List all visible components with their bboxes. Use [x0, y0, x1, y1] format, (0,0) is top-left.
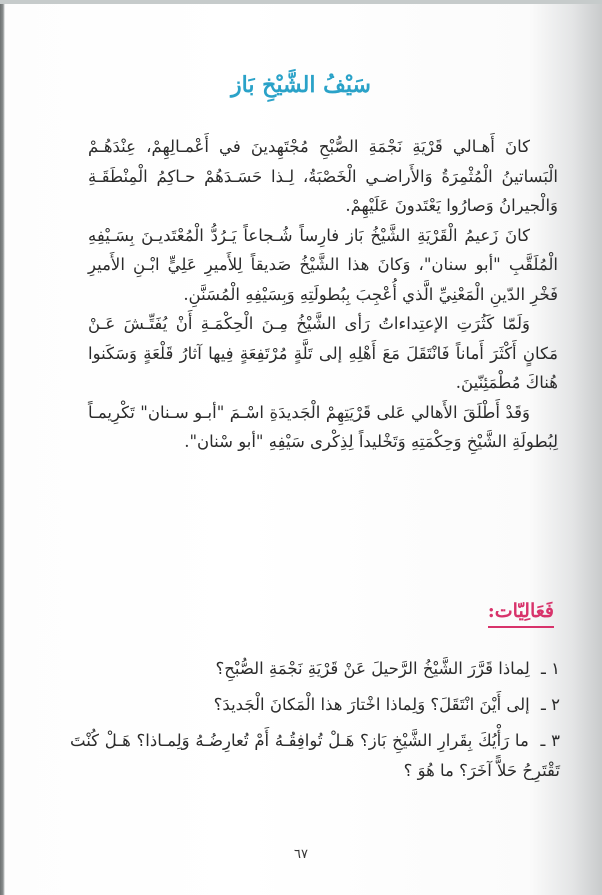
story-title: سَيْفُ الشَّيْخِ بَاز	[231, 72, 371, 98]
question-number: ٣ ـ	[540, 731, 560, 750]
question-number: ١ ـ	[541, 659, 560, 678]
question-1	[70, 654, 560, 684]
question-3	[70, 726, 560, 786]
question-text: ما رَأْيُكَ بِقَرارِ الشَّيْخِ بَاز؟ هَـلْ تُوافِقُـهُ أَمْ تُعارِضُـهُ وَلِمـاذا؟ هَـلْ كُنْتَ تَقْتَرِحُ حَلاًّ آخَرَ؟ ما هُوَ ؟	[70, 731, 560, 780]
story-paragraph-3: وَلَمّا كَثُرَتِ الإعتِداءاتُ رَأى الشَّيْخُ مِـنَ الْحِكْمَـةِ أَنْ يُفَتِّـشَ عَـنْ مَكانٍ أَكْثَرَ أَماناً فَانْتَقَلَ مَعَ أَهْلِهِ إلى تَلَّةٍ مُرْتَفِعَةٍ فِيها آثارُ قَلْعَةٍ وَسَكَنوا هُناكَ مُطْمَئِنّينَ.	[88, 314, 558, 392]
story-paragraph-2: كانَ زَعيمُ الْقَرْيَةِ الشَّيْخُ بَاز فارِساً شُـجاعاً يَـرُدُّ الْمُعْتَديـنَ بِسَـيْفِهِ الْمُلَقَّبِ "أبو سنان"، وَكانَ هذا الشَّيْخُ صَديقاً لِلأَميرِ عَلِيٍّ ابْـنِ الأَميرِ فَخْرِ الدّينِ الْمَعْنِيِّ الَّذي أُعْجِبَ بِبُطولَتِهِ وَبِسَيْفِهِ الْمُسَنَّنِ.	[88, 225, 558, 304]
question-2	[70, 690, 560, 720]
story-paragraph-4: وَقَدْ أَطْلَقَ الأَهالي عَلى قَرْيَتِهِمْ الْجَديدَةِ اسْـمَ "أبـو سـنان" تَكْرِيمـاً لِبُطولَةِ الشَّيْخِ وَحِكْمَتِهِ وَتَخْليداً لِذِكْرى سَيْفِهِ "أبو سْنان".	[88, 402, 558, 451]
question-text: لِماذا قَرَّرَ الشَّيْخُ الرَّحيلَ عَنْ قَرْيَةِ نَجْمَةِ الصُّبْحِ؟	[215, 659, 530, 678]
question-number: ٢ ـ	[541, 695, 560, 714]
question-text: إلى أَيْنَ انْتَقَلَ؟ وَلِماذا اخْتارَ هذا الْمَكانَ الْجَديدَ؟	[213, 695, 530, 714]
story-paragraph-1: كانَ أَهـالي قَرْيَةِ نَجْمَةِ الصُّبْحِ مُجْتَهِدينَ في أَعْمـالِهِمْ، عِنْدَهُـمْ الْبَساتينُ الْمُثْمِرَةُ وَالأَراضـي الْخَصْبَةُ، لِـذا حَسَـدَهُمْ حـاكِمُ الْمِنْطَقَـةِ وَالْجيرانُ وَصارُوا يَعْتَدونَ عَلَيْهِمْ.	[88, 137, 558, 215]
story-body	[88, 132, 558, 457]
page-number: ٦٧	[294, 847, 308, 862]
activities-questions	[70, 654, 560, 792]
activities-heading: فَعَالِيّات:	[488, 600, 554, 628]
